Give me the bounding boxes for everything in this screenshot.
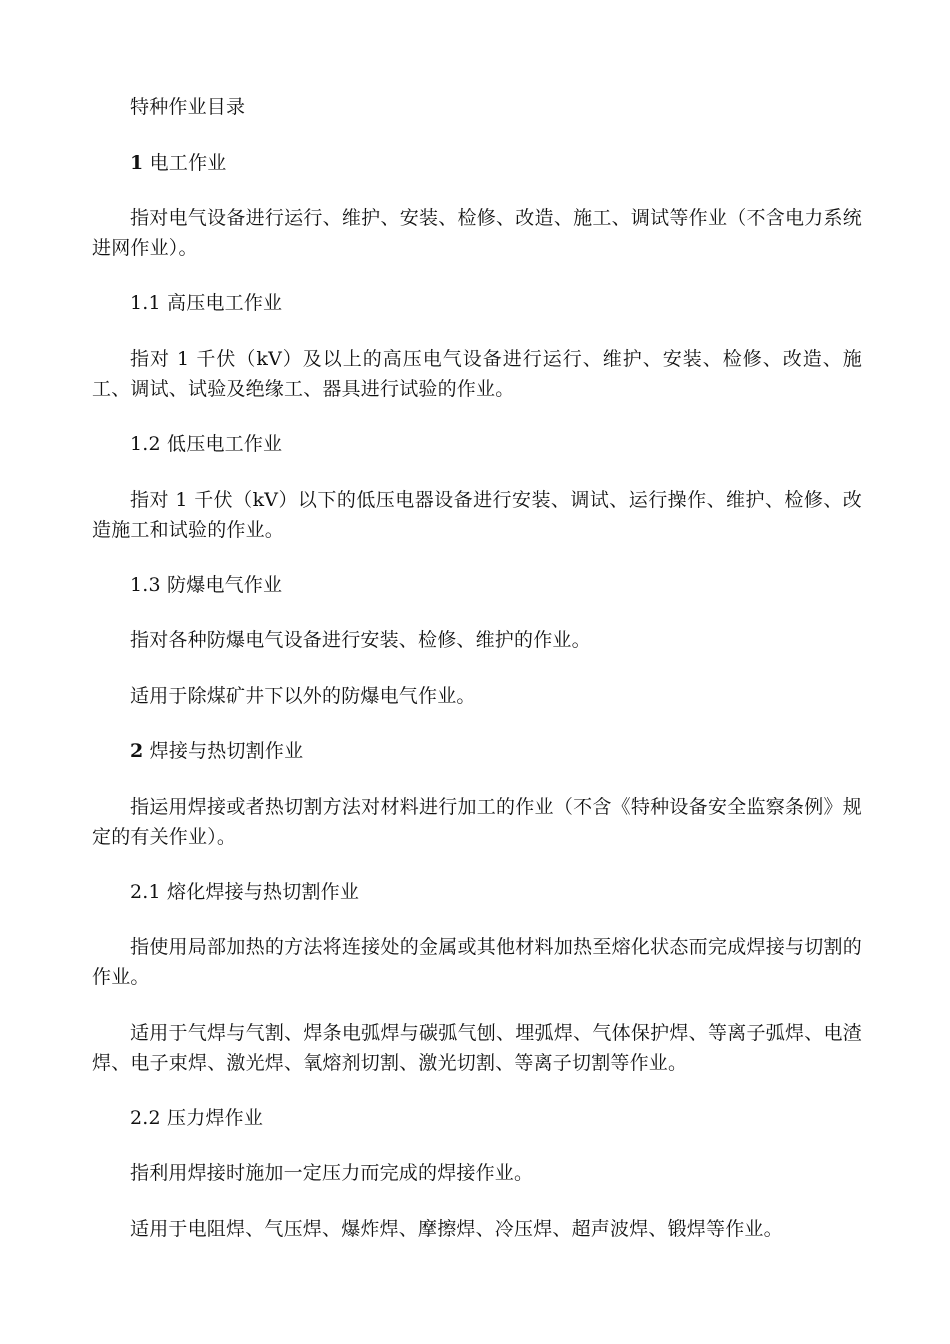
section-title: 焊接与热切割作业 [149,740,304,762]
section-title: 电工作业 [149,152,227,174]
paragraph: 指利用焊接时施加一定压力而完成的焊接作业。 [130,1162,534,1184]
subsection-heading: 2.1 熔化焊接与热切割作业 [130,881,360,903]
subsection-heading: 2.2 压力焊作业 [130,1107,264,1129]
paragraph: 适用于电阻焊、气压焊、爆炸焊、摩擦焊、冷压焊、超声波焊、锻焊等作业。 [130,1218,783,1240]
subsection-heading: 1.1 高压电工作业 [130,292,283,314]
paragraph: 指对各种防爆电气设备进行安装、检修、维护的作业。 [130,629,591,651]
section-number: 1 [130,152,144,174]
paragraph: 指对电气设备进行运行、维护、安装、检修、改造、施工、调试等作业（不含电力系统进网作业）。 [92,207,862,259]
paragraph: 指运用焊接或者热切割方法对材料进行加工的作业（不含《特种设备安全监察条例》规定的有关作业）。 [92,796,862,848]
document-title: 特种作业目录 [130,96,246,118]
paragraph: 指使用局部加热的方法将连接处的金属或其他材料加热至熔化状态而完成焊接与切割的作业。 [92,936,862,988]
subsection-heading: 1.2 低压电工作业 [130,433,283,455]
section-heading-1 [92,148,862,178]
paragraph: 指对 1 千伏（kV）及以上的高压电气设备进行运行、维护、安装、检修、改造、施工、调试、试验及绝缘工、器具进行试验的作业。 [92,348,862,400]
paragraph: 适用于除煤矿井下以外的防爆电气作业。 [130,685,476,707]
paragraph: 指对 1 千伏（kV）以下的低压电器设备进行安装、调试、运行操作、维护、检修、改造施工和试验的作业。 [92,489,862,541]
section-number: 2 [130,740,144,762]
paragraph: 适用于气焊与气割、焊条电弧焊与碳弧气刨、埋弧焊、气体保护焊、等离子弧焊、电渣焊、电子束焊、激光焊、氧熔剂切割、激光切割、等离子切割等作业。 [92,1022,862,1074]
subsection-heading: 1.3 防爆电气作业 [130,574,283,596]
section-heading-2 [92,736,862,766]
